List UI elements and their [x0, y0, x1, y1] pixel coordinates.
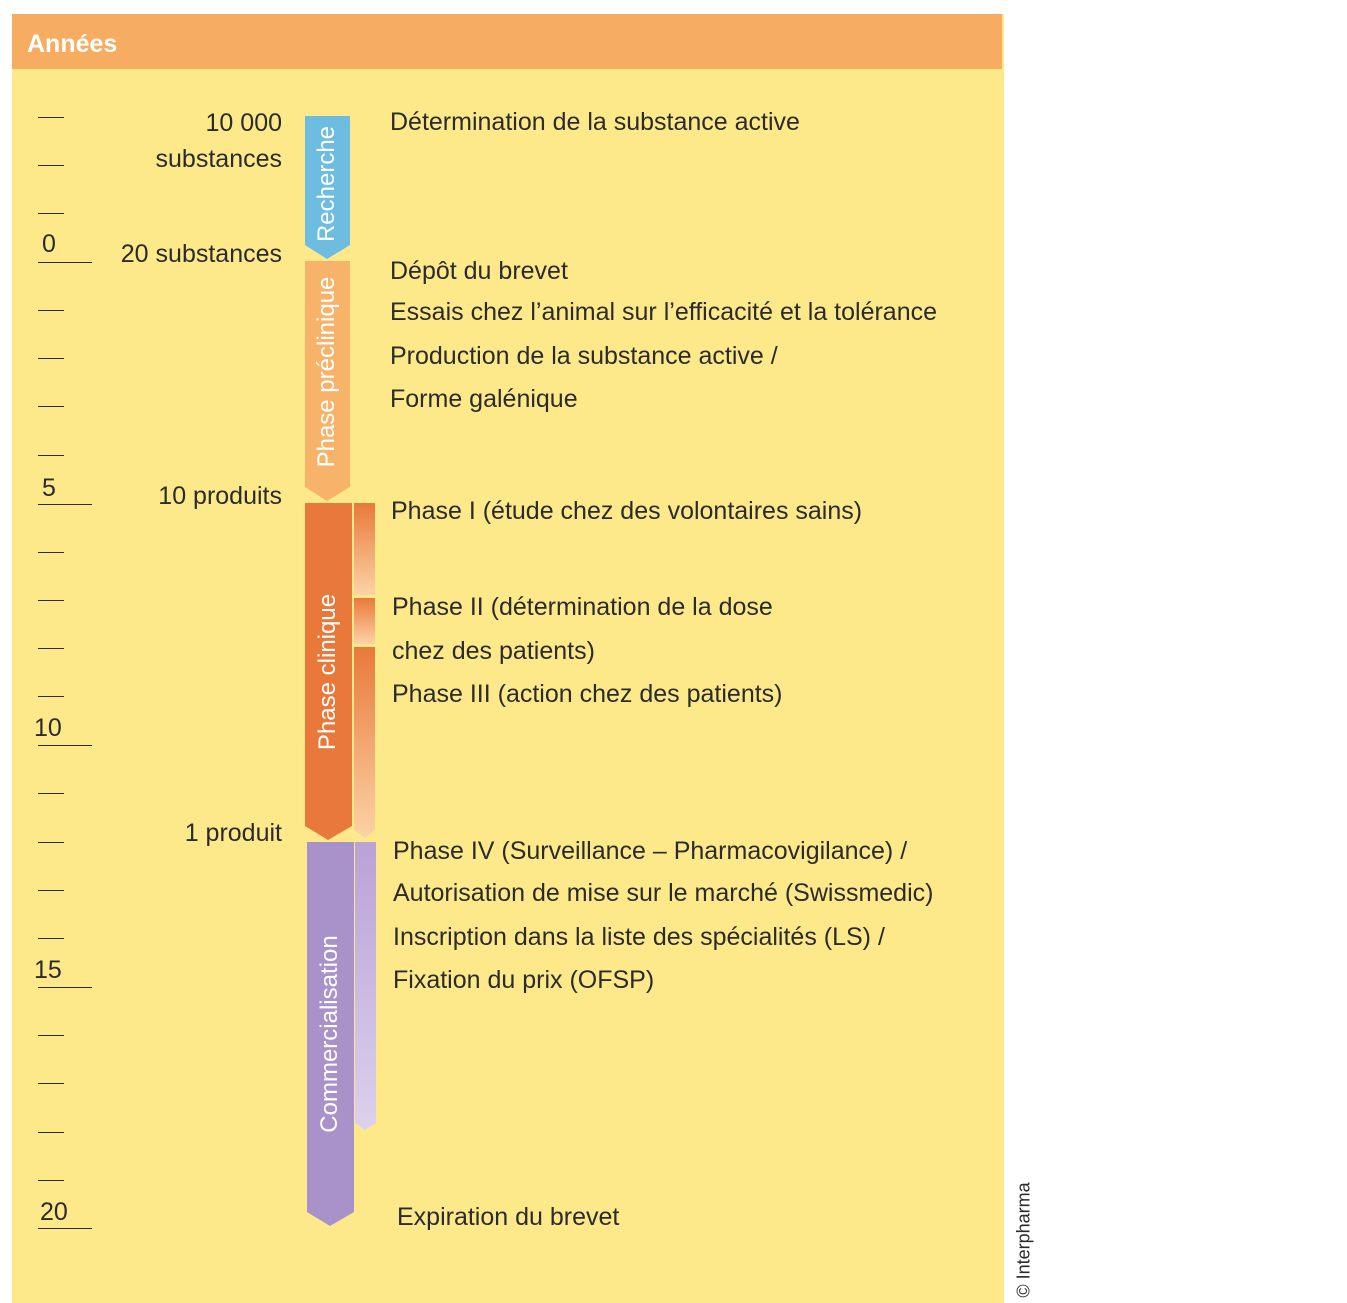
count-line: 10 000: [205, 109, 282, 137]
phase-1-subbar: [354, 503, 375, 595]
phase-label-preclinique: Phase préclinique: [313, 276, 340, 468]
year-label-15: 15: [34, 956, 62, 984]
desc-phase-3: Phase III (action chez des patients): [392, 680, 783, 708]
count-label-10-produits: 10 produits: [158, 482, 282, 510]
header-title: Années: [27, 30, 118, 58]
desc-forme-galenique: Forme galénique: [390, 385, 578, 413]
desc-inscription: Inscription dans la liste des spécialités (LS) /: [393, 923, 885, 951]
year-label-20: 20: [40, 1198, 68, 1226]
year-label-10: 10: [34, 714, 62, 742]
phase-label-clinique: Phase clinique: [314, 593, 341, 751]
desc-phase-1: Phase I (étude chez des volontaires sains): [391, 497, 863, 525]
credit-text: © Interpharma: [1013, 1182, 1034, 1298]
desc-phase-4: Phase IV (Surveillance – Pharmacovigilance) /: [393, 837, 908, 865]
count-line: substances: [155, 145, 282, 173]
desc-phase-2-cont: chez des patients): [392, 637, 595, 665]
phase-4-subbar: [355, 842, 376, 1130]
desc-production: Production de la substance active /: [390, 342, 778, 370]
desc-fixation-prix: Fixation du prix (OFSP): [393, 966, 655, 994]
desc-autorisation: Autorisation de mise sur le marché (Swissmedic): [393, 879, 934, 907]
phase-label-recherche: Recherche: [313, 125, 340, 243]
desc-phase-2: Phase II (détermination de la dose: [392, 593, 773, 621]
desc-determination: Détermination de la substance active: [390, 108, 800, 136]
desc-expiration-brevet: Expiration du brevet: [397, 1203, 620, 1231]
count-label-1-produit: 1 produit: [184, 819, 282, 847]
phase-2-subbar: [354, 598, 375, 644]
desc-essais-animal: Essais chez l’animal sur l’efficacité et la tolérance: [390, 298, 938, 326]
year-label-5: 5: [42, 474, 56, 502]
phase-3-subbar: [354, 647, 375, 838]
year-label-0: 0: [42, 230, 56, 258]
phase-label-commercialisation: Commercialisation: [316, 935, 343, 1133]
desc-depot-brevet: Dépôt du brevet: [390, 257, 568, 285]
count-label-20: 20 substances: [120, 240, 282, 268]
